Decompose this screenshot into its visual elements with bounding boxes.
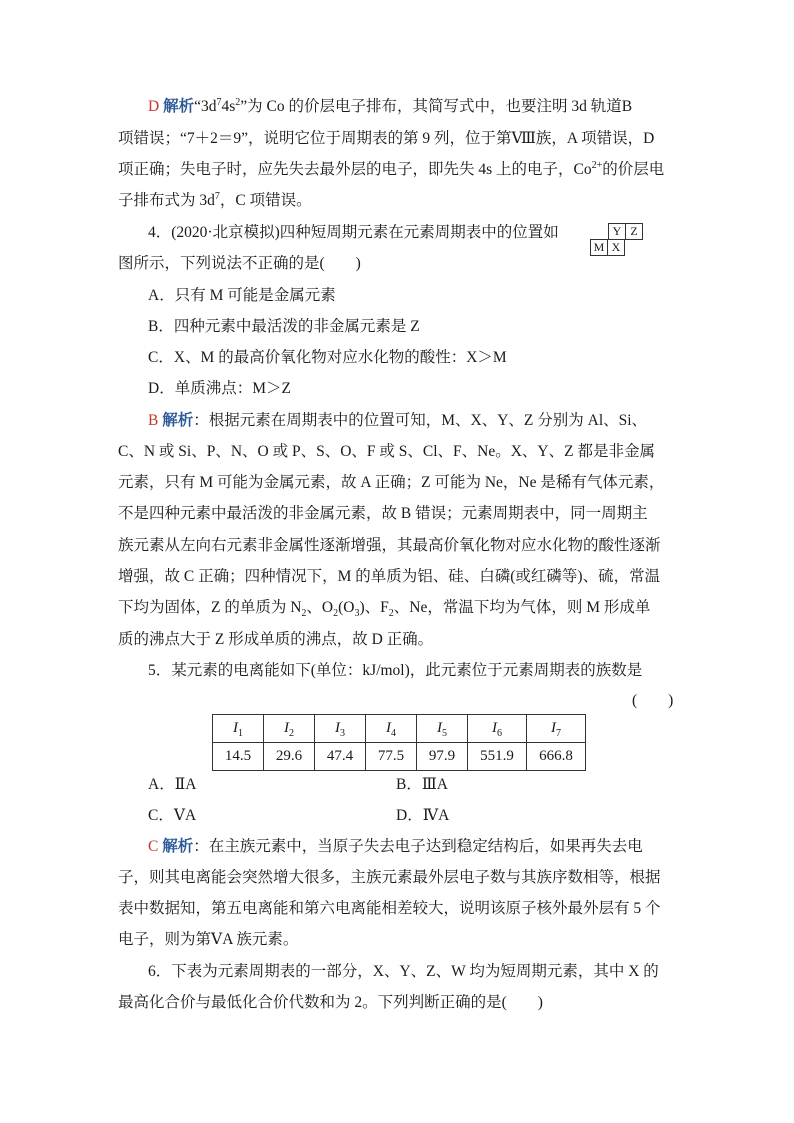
- header-i3: $I_3$: [315, 715, 366, 743]
- q5-jiexi-label: 解析: [162, 838, 194, 855]
- header-i5: $I_5$: [417, 715, 468, 743]
- q5-analysis-line-3: 表中数据知，第五电离能和第六电离能相差较大，说明该原子核外最外层有 5 个: [118, 900, 661, 917]
- q5-answer: C: [148, 838, 159, 855]
- q5-analysis-line-4: 电子，则为第ⅤA 族元素。: [118, 931, 299, 948]
- value-i2: 29.6: [264, 743, 315, 771]
- ionization-energy-table: [212, 714, 586, 771]
- q4-analysis-line-8: 质的沸点大于 Z 形成单质的沸点，故 D 正确。: [118, 631, 434, 648]
- value-i4: 77.5: [366, 743, 417, 771]
- q4-analysis-line-7: 下均为固体，Z 的单质为 $N_2$、$O_2(O_3)$、$F_2$、Ne，常温下均为气体，则 M 形成单: [118, 599, 651, 620]
- q3-analysis-line-4: 子排布式为 $3d^7$，C 项错误。: [118, 190, 312, 209]
- q4-option-d: D．单质沸点：M＞Z: [148, 380, 291, 397]
- header-i2: $I_2$: [264, 715, 315, 743]
- q3-analysis-line-1: D 解析“$3d^74s^2$”为 Co 的价层电子排布，其简写式中，也要注明 3d 轨道B: [148, 96, 633, 115]
- q3-answer: D: [148, 98, 160, 115]
- value-i3: 47.4: [315, 743, 366, 771]
- value-i1: 14.5: [213, 743, 264, 771]
- q6-stem-line-1: 6．下表为元素周期表的一部分，X、Y、Z、W 均为短周期元素，其中 X 的: [148, 963, 659, 980]
- header-i4: $I_4$: [366, 715, 417, 743]
- q4-option-c: C．X、M 的最高价氧化物对应水化物的酸性：X＞M: [148, 349, 507, 366]
- q4-analysis-line-5: 族元素从左向右元素非金属性逐渐增强，其最高价氧化物对应水化物的酸性逐渐: [118, 537, 661, 554]
- q4-analysis-line-2: C、N 或 Si、P、N、O 或 P、S、O、F 或 S、Cl、F、Ne。X、Y、Z 都是非金属: [118, 443, 655, 460]
- cell-z: Z: [625, 223, 643, 240]
- q5-analysis-line-1: C 解析：在主族元素中，当原子失去电子达到稳定结构后，如果再失去电: [148, 838, 643, 855]
- q5-option-d: D．ⅣA: [396, 807, 450, 824]
- q4-analysis-line-6: 增强，故 C 正确；四种情况下，M 的单质为铝、硅、白磷(或红磷等)、硫，常温: [118, 568, 661, 585]
- value-i6: 551.9: [468, 743, 527, 771]
- q5-answer-bracket: ( ): [632, 692, 674, 709]
- cell-m: M: [590, 239, 608, 256]
- q4-analysis-line-1: B 解析：根据元素在周期表中的位置可知，M、X、Y、Z 分别为 Al、Si、: [148, 412, 648, 429]
- header-i6: $I_6$: [468, 715, 527, 743]
- q4-answer: B: [148, 412, 159, 429]
- q4-analysis-line-3: 元素，只有 M 可能为金属元素，故 A 正确；Z 可能为 Ne，Ne 是稀有气体元素，: [118, 474, 665, 491]
- value-i7: 666.8: [527, 743, 586, 771]
- q5-option-c: C．ⅤA: [148, 807, 197, 824]
- value-i5: 97.9: [417, 743, 468, 771]
- cell-x: X: [607, 239, 625, 256]
- q5-option-a: A．ⅡA: [148, 776, 197, 793]
- q4-jiexi-label: 解析: [162, 412, 194, 429]
- q5-option-b: B．ⅢA: [396, 776, 448, 793]
- cell-y: Y: [608, 223, 626, 240]
- q5-analysis-line-2: 子，则其电离能会突然增大很多，主族元素最外层电子数与其族序数相等，根据: [118, 869, 661, 886]
- q3-jiexi-label: 解析: [163, 98, 195, 115]
- table-header-row: [213, 715, 586, 743]
- q4-stem-line-2: 图所示，下列说法不正确的是( ): [118, 255, 361, 272]
- q6-stem-line-2: 最高化合价与最低化合价代数和为 2。下列判断正确的是( ): [118, 994, 543, 1011]
- q4-option-b: B．四种元素中最活泼的非金属元素是 Z: [148, 318, 420, 335]
- table-value-row: [213, 743, 586, 771]
- q3-analysis-line-3: 项正确；失电子时，应先失去最外层的电子，即先失 4s 上的电子，$Co^{2+}$的价层电: [118, 159, 665, 178]
- header-i7: $I_7$: [527, 715, 586, 743]
- header-i1: $I_1$: [213, 715, 264, 743]
- q4-option-a: A．只有 M 可能是金属元素: [148, 287, 336, 304]
- q3-analysis-line-2: 项错误；“7＋2＝9”，说明它位于周期表的第 9 列，位于第Ⅷ族，A 项错误，D: [118, 130, 655, 147]
- q4-analysis-line-4: 不是四种元素中最活泼的非金属元素，故 B 错误；元素周期表中，同一周期主: [118, 505, 648, 522]
- q5-stem: 5．某元素的电离能如下(单位：kJ/mol)，此元素位于元素周期表的族数是: [148, 662, 643, 679]
- q4-stem-line-1: 4．(2020·北京模拟)四种短周期元素在元素周期表中的位置如: [148, 224, 559, 241]
